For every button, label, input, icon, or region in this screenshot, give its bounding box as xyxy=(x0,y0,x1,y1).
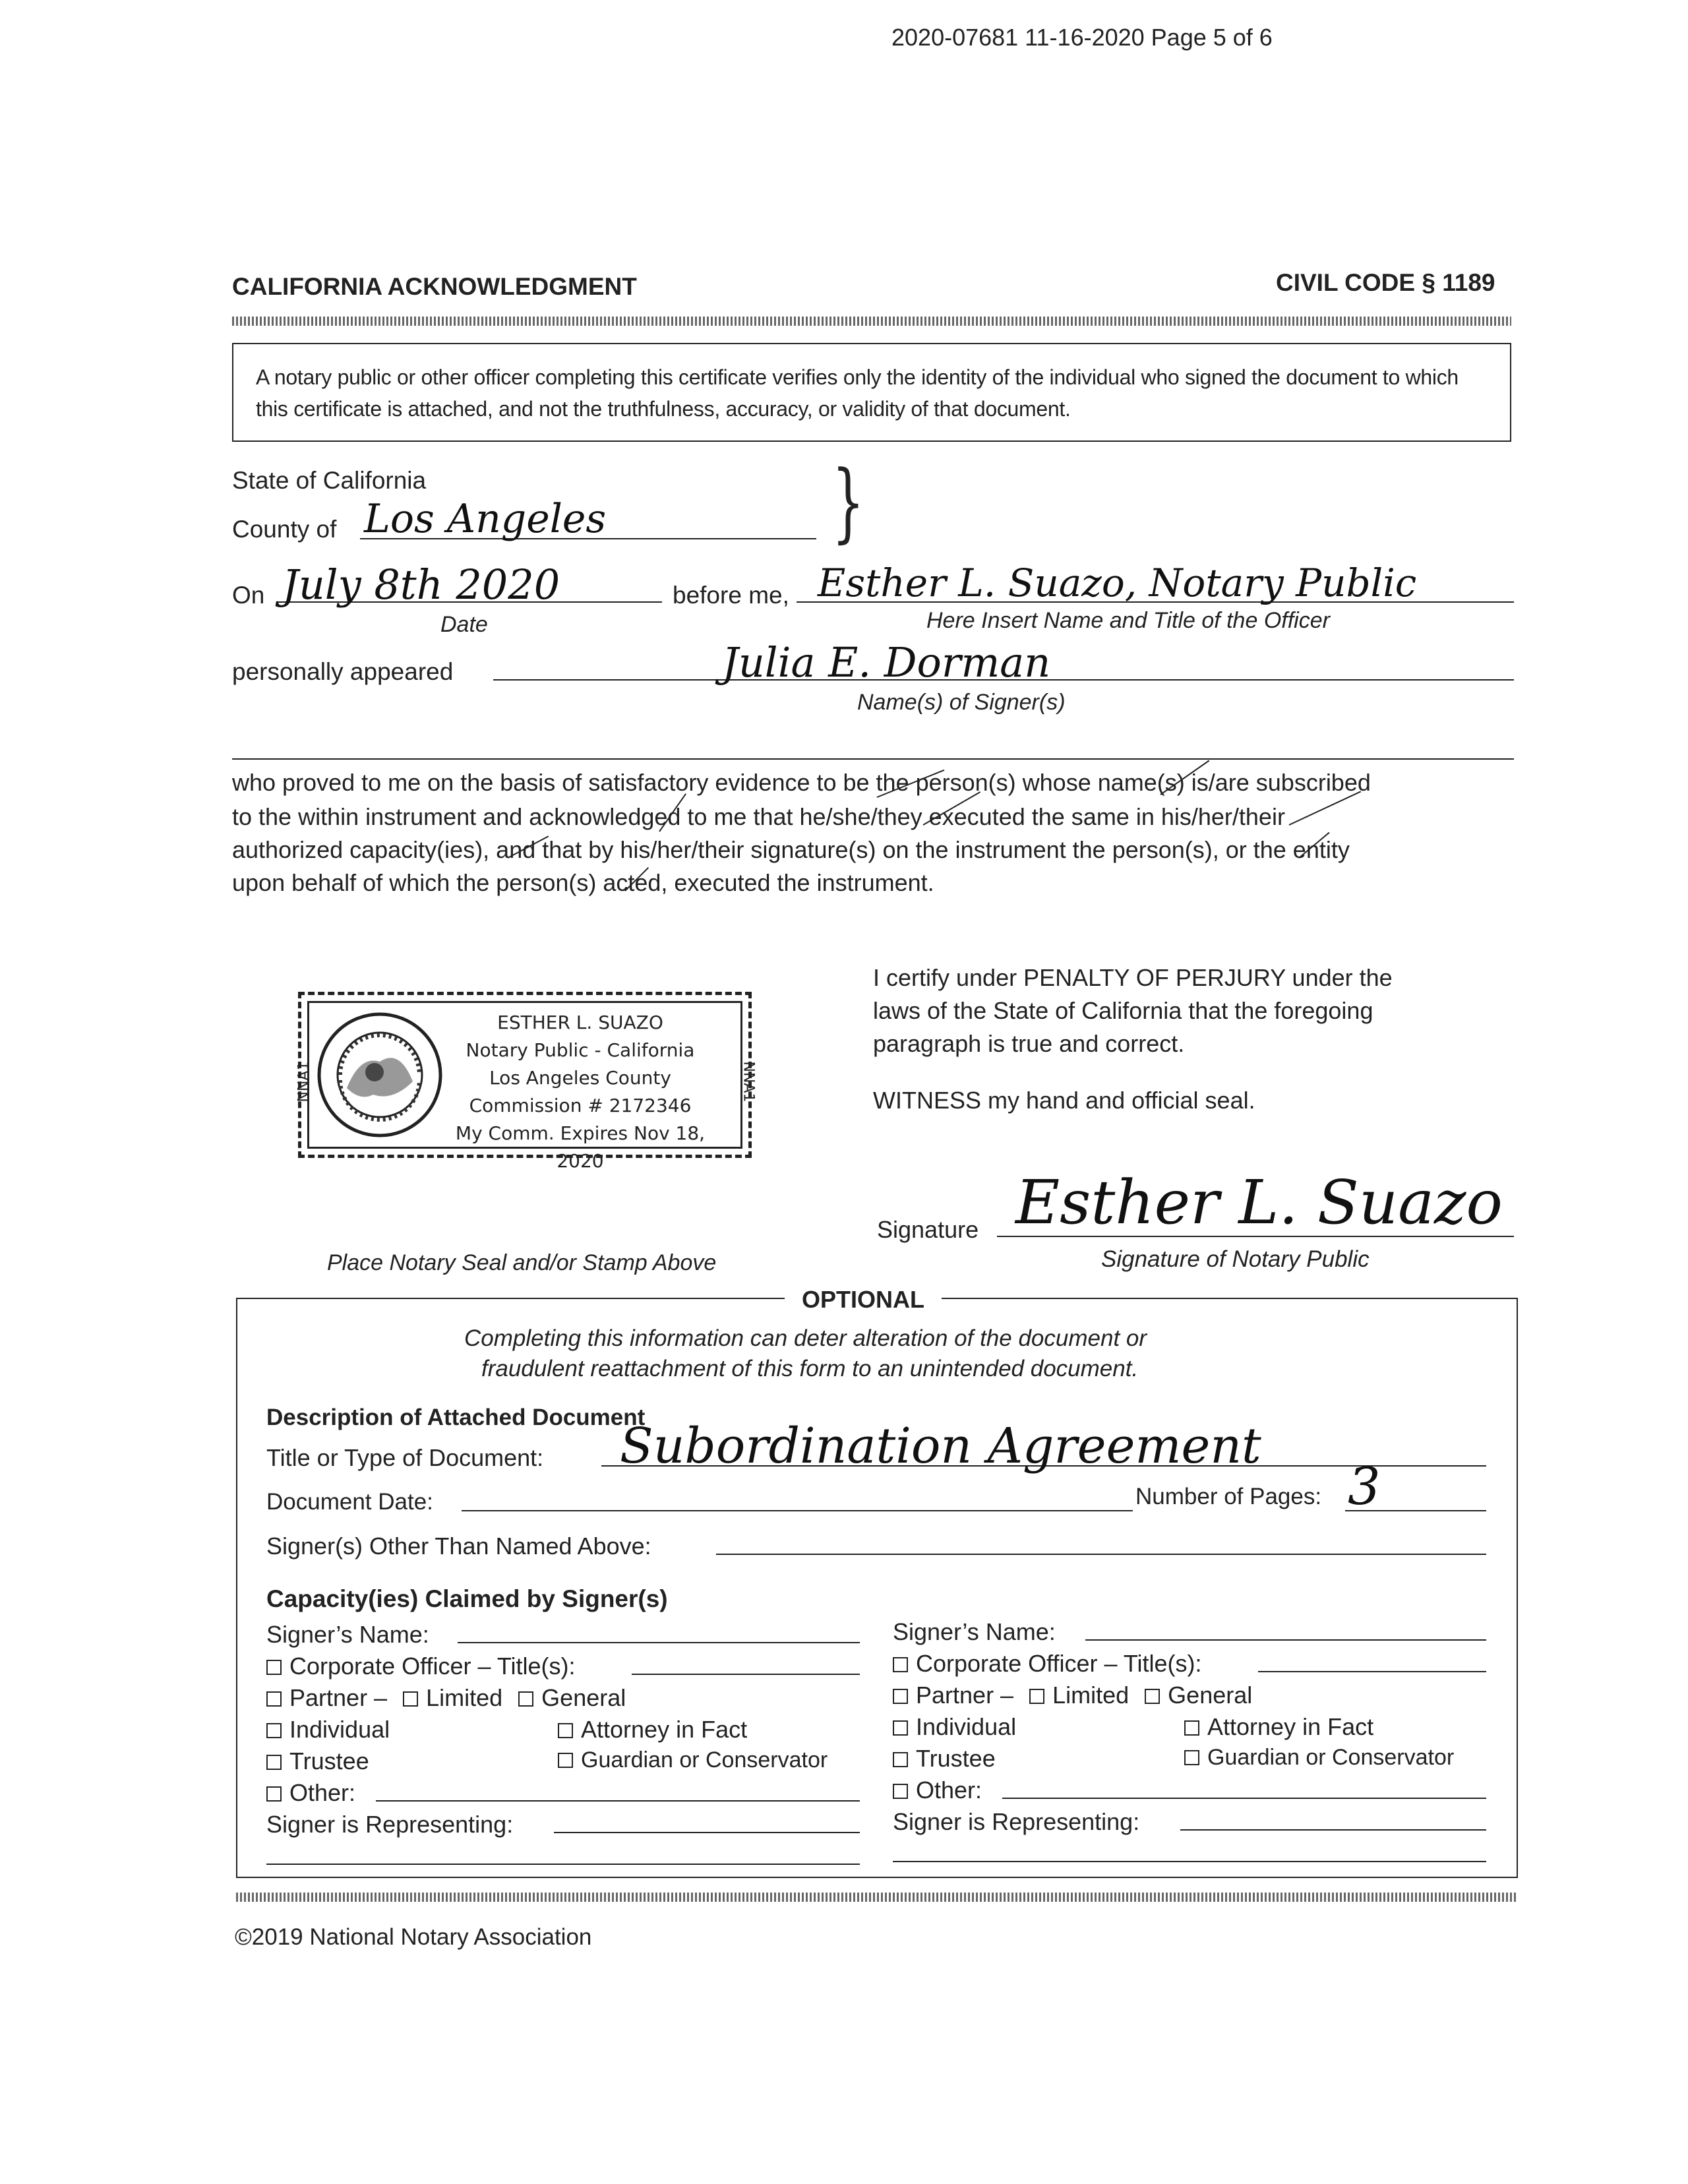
date-handwriting: July 8th 2020 xyxy=(282,561,560,609)
stamp-line: Commission # 2172346 xyxy=(469,1095,692,1116)
state-seal-icon xyxy=(314,1009,446,1141)
venue-brace: } xyxy=(831,452,865,552)
attorney-label: Attorney in Fact xyxy=(581,1716,748,1743)
left-individual[interactable] xyxy=(266,1716,390,1744)
left-signer-name-label: Signer’s Name: xyxy=(266,1621,429,1648)
checkbox[interactable] xyxy=(893,1657,908,1672)
form-title: CALIFORNIA ACKNOWLEDGMENT xyxy=(232,273,637,300)
left-attorney[interactable] xyxy=(558,1716,747,1744)
right-attorney[interactable] xyxy=(1184,1713,1373,1741)
notice-text: A notary public or other officer completing this certificate verifies only the identity of the individual who signed the document to which this certificate is attached, and not the truthfulness, accuracy, or validity of that document. xyxy=(256,365,1459,421)
right-partner[interactable] xyxy=(893,1682,1252,1709)
witness-line: WITNESS my hand and official seal. xyxy=(873,1087,1255,1114)
stamp-line: ESTHER L. SUAZO xyxy=(497,1012,663,1033)
pages-handwriting: 3 xyxy=(1348,1457,1381,1517)
officer-handwriting: Esther L. Suazo, Notary Public xyxy=(818,561,1417,605)
right-guardian[interactable] xyxy=(1184,1745,1454,1771)
guardian-label: Guardian or Conservator xyxy=(581,1747,828,1773)
seal-caption: Place Notary Seal and/or Stamp Above xyxy=(327,1250,717,1275)
individual-label: Individual xyxy=(289,1716,390,1743)
on-label: On xyxy=(232,582,265,609)
signature-label: Signature xyxy=(877,1216,979,1243)
checkbox[interactable] xyxy=(1029,1689,1044,1704)
civil-code: CIVIL CODE § 1189 xyxy=(1276,269,1495,296)
stamp-line: Los Angeles County xyxy=(489,1067,671,1089)
checkbox[interactable] xyxy=(558,1723,573,1738)
body-line-4: upon behalf of which the person(s) acted, executed the instrument. xyxy=(232,869,934,896)
left-partner[interactable] xyxy=(266,1684,626,1712)
corporate-officer-label: Corporate Officer – Title(s): xyxy=(289,1653,576,1680)
stamp-text xyxy=(435,1009,725,1175)
checkbox[interactable] xyxy=(266,1723,282,1738)
signature-caption: Signature of Notary Public xyxy=(1101,1246,1370,1272)
guardian-label: Guardian or Conservator xyxy=(1207,1745,1455,1770)
other-label: Other: xyxy=(289,1779,356,1806)
left-trustee[interactable] xyxy=(266,1747,369,1775)
corporate-officer-label: Corporate Officer – Title(s): xyxy=(916,1650,1202,1677)
limited-label: Limited xyxy=(426,1684,503,1711)
body-line-3: authorized capacity(ies), and that by his/her/their signature(s) on the instrument the person(s), or the entity xyxy=(232,836,1350,863)
certify-line-1: I certify under PENALTY OF PERJURY under the xyxy=(873,964,1393,991)
before-me-label: before me, xyxy=(673,582,789,609)
document-title-handwriting: Subordination Agreement xyxy=(620,1418,1261,1474)
individual-label: Individual xyxy=(916,1713,1017,1740)
optional-heading: OPTIONAL xyxy=(785,1286,942,1314)
limited-label: Limited xyxy=(1052,1682,1130,1709)
hatch-border-top xyxy=(232,317,1511,326)
left-other[interactable] xyxy=(266,1779,355,1807)
left-guardian[interactable] xyxy=(558,1747,828,1773)
checkbox[interactable] xyxy=(403,1691,418,1707)
document-date-label: Document Date: xyxy=(266,1489,433,1515)
state-line: State of California xyxy=(232,467,427,494)
checkbox[interactable] xyxy=(1184,1720,1199,1736)
description-heading: Description of Attached Document xyxy=(266,1405,646,1430)
recording-stamp: 2020-07681 11-16-2020 Page 5 of 6 xyxy=(891,24,1273,51)
county-handwriting: Los Angeles xyxy=(364,496,607,542)
left-representing-label: Signer is Representing: xyxy=(266,1811,514,1838)
right-trustee[interactable] xyxy=(893,1745,996,1773)
checkbox[interactable] xyxy=(893,1720,908,1736)
stamp-side-code-left: NNA1 xyxy=(295,1061,313,1103)
stamp-line: Notary Public - California xyxy=(466,1039,695,1061)
checkbox[interactable] xyxy=(266,1786,282,1802)
right-representing-label: Signer is Representing: xyxy=(893,1808,1140,1835)
checkbox[interactable] xyxy=(893,1689,908,1704)
capacity-heading: Capacity(ies) Claimed by Signer(s) xyxy=(266,1585,668,1612)
notary-signature: Esther L. Suazo xyxy=(1015,1167,1503,1238)
right-other[interactable] xyxy=(893,1776,982,1804)
certify-line-3: paragraph is true and correct. xyxy=(873,1030,1185,1057)
optional-intro-2: fraudulent reattachment of this form to an unintended document. xyxy=(481,1356,1139,1381)
checkbox[interactable] xyxy=(1145,1689,1160,1704)
trustee-label: Trustee xyxy=(916,1745,996,1772)
checkbox[interactable] xyxy=(893,1784,908,1799)
copyright: ©2019 National Notary Association xyxy=(235,1924,592,1950)
signer-caption: Name(s) of Signer(s) xyxy=(857,690,1066,715)
checkbox[interactable] xyxy=(518,1691,533,1707)
certify-line-2: laws of the State of California that the foregoing xyxy=(873,997,1373,1024)
right-signer-name-label: Signer’s Name: xyxy=(893,1618,1056,1645)
checkbox[interactable] xyxy=(266,1755,282,1770)
partner-label: Partner – xyxy=(289,1684,388,1711)
right-corporate-officer[interactable] xyxy=(893,1650,1201,1678)
other-label: Other: xyxy=(916,1776,982,1804)
attorney-label: Attorney in Fact xyxy=(1207,1713,1374,1740)
date-caption: Date xyxy=(440,612,488,637)
stamp-line: My Comm. Expires Nov 18, 2020 xyxy=(455,1122,706,1172)
optional-intro-1: Completing this information can deter alteration of the document or xyxy=(464,1325,1147,1351)
body-line-2: to the within instrument and acknowledged to me that he/she/they executed the same in his/her/their xyxy=(232,803,1285,830)
signer-handwriting: Julia E. Dorman xyxy=(722,638,1051,686)
checkbox[interactable] xyxy=(266,1660,282,1675)
trustee-label: Trustee xyxy=(289,1747,369,1774)
body-line-1: who proved to me on the basis of satisfactory evidence to be the person(s) whose name(s) is/are subscribed xyxy=(232,769,1371,796)
checkbox[interactable] xyxy=(893,1752,908,1767)
left-corporate-officer[interactable] xyxy=(266,1653,575,1680)
title-label: Title or Type of Document: xyxy=(266,1444,544,1471)
hatch-border-bottom xyxy=(236,1893,1518,1902)
checkbox[interactable] xyxy=(558,1753,573,1768)
officer-caption: Here Insert Name and Title of the Officer xyxy=(926,608,1330,633)
other-signers-label: Signer(s) Other Than Named Above: xyxy=(266,1532,651,1560)
partner-label: Partner – xyxy=(916,1682,1014,1709)
stamp-side-code-right: NNA1 xyxy=(740,1061,757,1103)
pages-label: Number of Pages: xyxy=(1135,1484,1322,1509)
right-individual[interactable] xyxy=(893,1713,1016,1741)
checkbox[interactable] xyxy=(1184,1750,1199,1765)
checkbox[interactable] xyxy=(266,1691,282,1707)
county-label: County of xyxy=(232,516,337,543)
appeared-label: personally appeared xyxy=(232,658,454,685)
general-label: General xyxy=(541,1684,626,1711)
general-label: General xyxy=(1168,1682,1253,1709)
